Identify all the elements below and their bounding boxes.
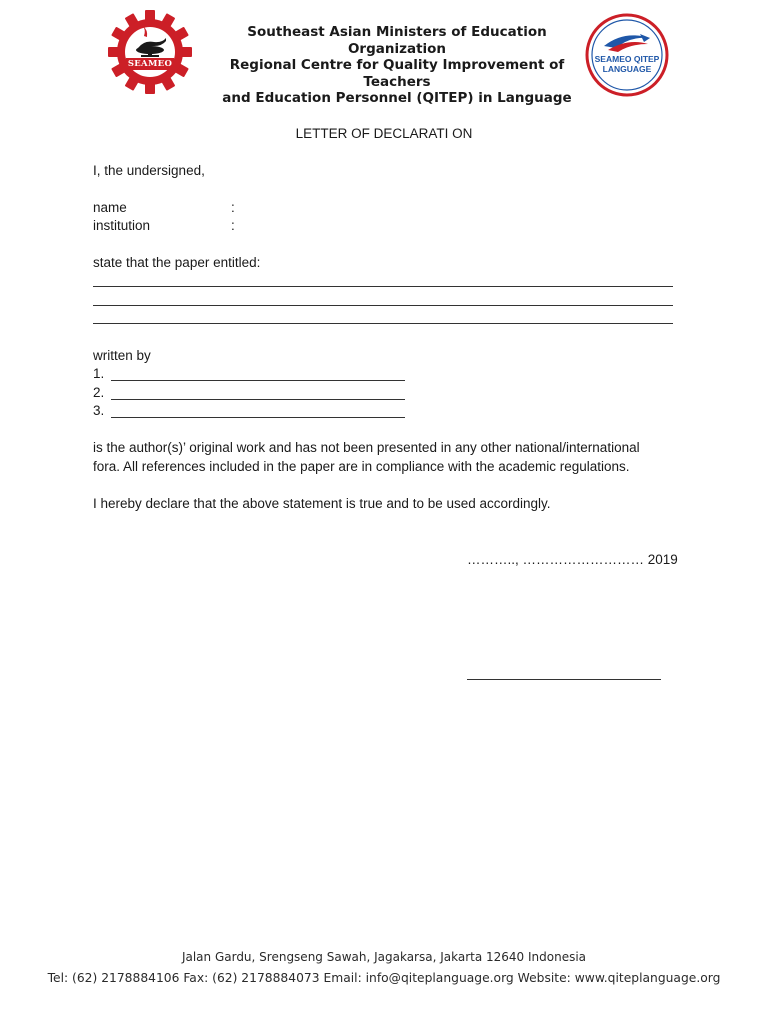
written-by-label: written by [93,348,151,363]
declaration-text: I hereby declare that the above statement is true and to be used accordingly. [93,496,551,511]
institution-field-separator: : [231,218,235,233]
signature-line [467,679,661,680]
author-line-1 [111,380,405,381]
greeting: I, the undersigned, [93,163,205,178]
author-number-3: 3. [93,403,105,418]
name-field-separator: : [231,200,235,215]
paper-title-line-2 [93,305,673,306]
qitep-logo-line-2: LANGUAGE [602,64,652,74]
org-line-3: and Education Personnel (QITEP) in Language [222,90,572,106]
organization-name [212,24,582,107]
org-line-1: Southeast Asian Ministers of Education Organization [247,24,547,57]
statement-line-2: fora. All references included in the paper are in compliance with the academic regulations. [93,459,630,474]
name-field-label: name [93,200,127,215]
place-date: ……….., ……………………… 2019 [467,552,678,567]
paper-title-line-3 [93,323,673,324]
institution-field-label: institution [93,218,151,233]
footer-address: Jalan Gardu, Srengseng Sawah, Jagakarsa, Jakarta 12640 Indonesia [181,950,587,964]
author-number-2: 2. [93,385,105,400]
paper-title-line-1 [93,286,673,287]
statement-line-1: is the author(s)’ original work and has not been presented in any other national/international [93,440,640,455]
footer-contact: Tel: (62) 2178884106 Fax: (62) 2178884073 Email: info@qiteplanguage.org Website: www.qiteplanguage.org [47,971,721,985]
author-line-2 [111,399,405,400]
org-line-2: Regional Centre for Quality Improvement of Teachers [229,57,565,90]
author-number-1: 1. [93,366,105,381]
seameo-logo-icon [108,10,192,94]
seameo-logo-label: SEAMEO [127,59,173,69]
qitep-language-logo-icon [584,12,670,98]
document-title: LETTER OF DECLARATI ON [295,126,473,141]
author-line-3 [111,417,405,418]
qitep-logo-line-1: SEAMEO QITEP [594,54,660,64]
paper-intro: state that the paper entitled: [93,255,261,270]
